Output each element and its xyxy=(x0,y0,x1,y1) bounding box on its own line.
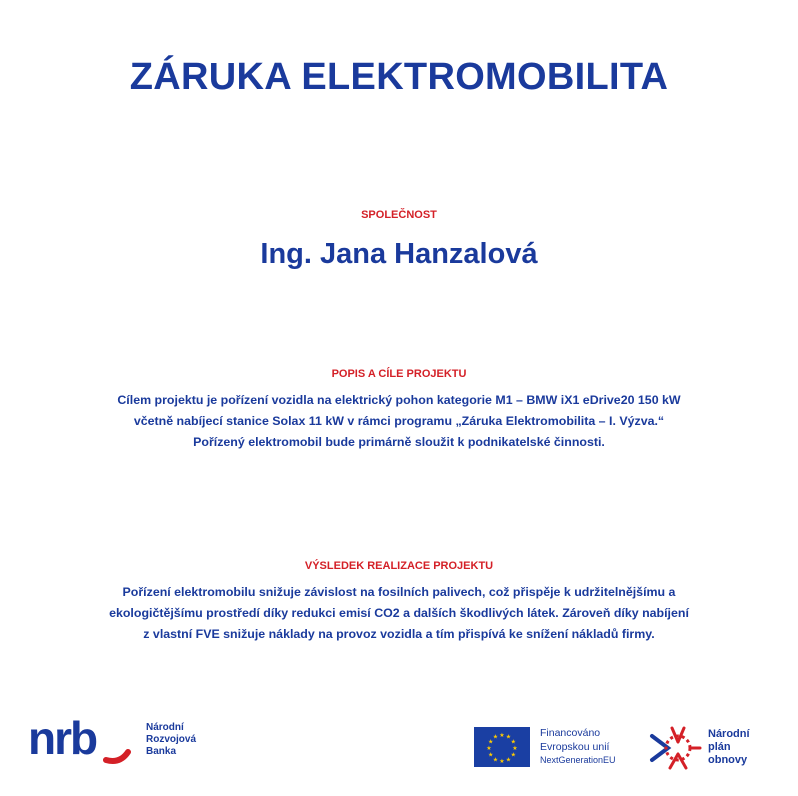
nrb-logo-text xyxy=(146,722,196,758)
eu-line: Financováno xyxy=(540,727,601,739)
eu-logo-text xyxy=(540,727,616,768)
eu-logo xyxy=(474,727,634,769)
nrb-line: Banka xyxy=(146,746,177,757)
eu-star-icon: ★ xyxy=(510,752,516,759)
npo-logo-text xyxy=(708,728,750,767)
result-line: z vlastní FVE snižuje náklady na provoz vozidla a tím přispívá ke snížení nákladů firmy. xyxy=(143,627,655,641)
eu-star-icon: ★ xyxy=(510,739,516,746)
npo-mark-icon xyxy=(648,722,704,774)
nrb-logo-mark xyxy=(28,712,138,774)
npo-line: plán xyxy=(708,741,731,753)
nrb-logo xyxy=(28,712,228,774)
eu-flag-icon xyxy=(474,727,530,767)
description-line: Pořízený elektromobil bude primárně sloužit k podnikatelské činnosti. xyxy=(193,435,605,449)
eu-star-icon: ★ xyxy=(512,746,518,752)
npo-line: Národní xyxy=(708,728,750,740)
eu-star-icon: ★ xyxy=(499,733,505,739)
nrb-swoosh xyxy=(106,752,128,761)
eu-star-icon: ★ xyxy=(492,757,499,764)
npo-logo xyxy=(648,722,768,774)
eu-star-icon: ★ xyxy=(492,734,499,741)
nrb-line: Národní xyxy=(146,722,184,733)
eu-star-icon: ★ xyxy=(499,759,505,765)
company-label: SPOLEČNOST xyxy=(361,209,437,221)
result-line: Pořízení elektromobilu snižuje závislost na fosilních palivech, což přispěje k udržitelnějšímu a xyxy=(122,585,676,599)
eu-star-icon: ★ xyxy=(505,734,512,741)
svg-text:nrb: nrb xyxy=(28,712,97,764)
eu-star-icon: ★ xyxy=(488,752,494,759)
description-line: Cílem projektu je pořízení vozidla na elektrický pohon kategorie M1 – BMW iX1 eDrive20 150 kW xyxy=(117,393,681,407)
eu-star-icon: ★ xyxy=(505,757,512,764)
result-text xyxy=(80,582,718,645)
npo-line: obnovy xyxy=(708,754,748,766)
page-title: ZÁRUKA ELEKTROMOBILITA xyxy=(129,56,669,98)
result-line: ekologičtějšímu prostředí díky redukci emisí CO2 a dalších škodlivých látek. Zároveň díky nabíjení xyxy=(109,606,689,620)
eu-star-icon: ★ xyxy=(486,746,492,752)
company-name: Ing. Jana Hanzalová xyxy=(260,238,538,270)
eu-star-icon: ★ xyxy=(488,739,494,746)
description-text xyxy=(80,390,718,453)
nrb-line: Rozvojová xyxy=(146,734,197,745)
eu-sub: NextGenerationEU xyxy=(540,755,616,765)
description-line: včetně nabíjecí stanice Solax 11 kW v rámci programu „Záruka Elektromobilita – I. Výzva.“ xyxy=(133,414,665,428)
eu-line: Evropskou unií xyxy=(540,740,610,753)
result-label: VÝSLEDEK REALIZACE PROJEKTU xyxy=(304,560,494,572)
description-label: POPIS A CÍLE PROJEKTU xyxy=(331,368,467,380)
